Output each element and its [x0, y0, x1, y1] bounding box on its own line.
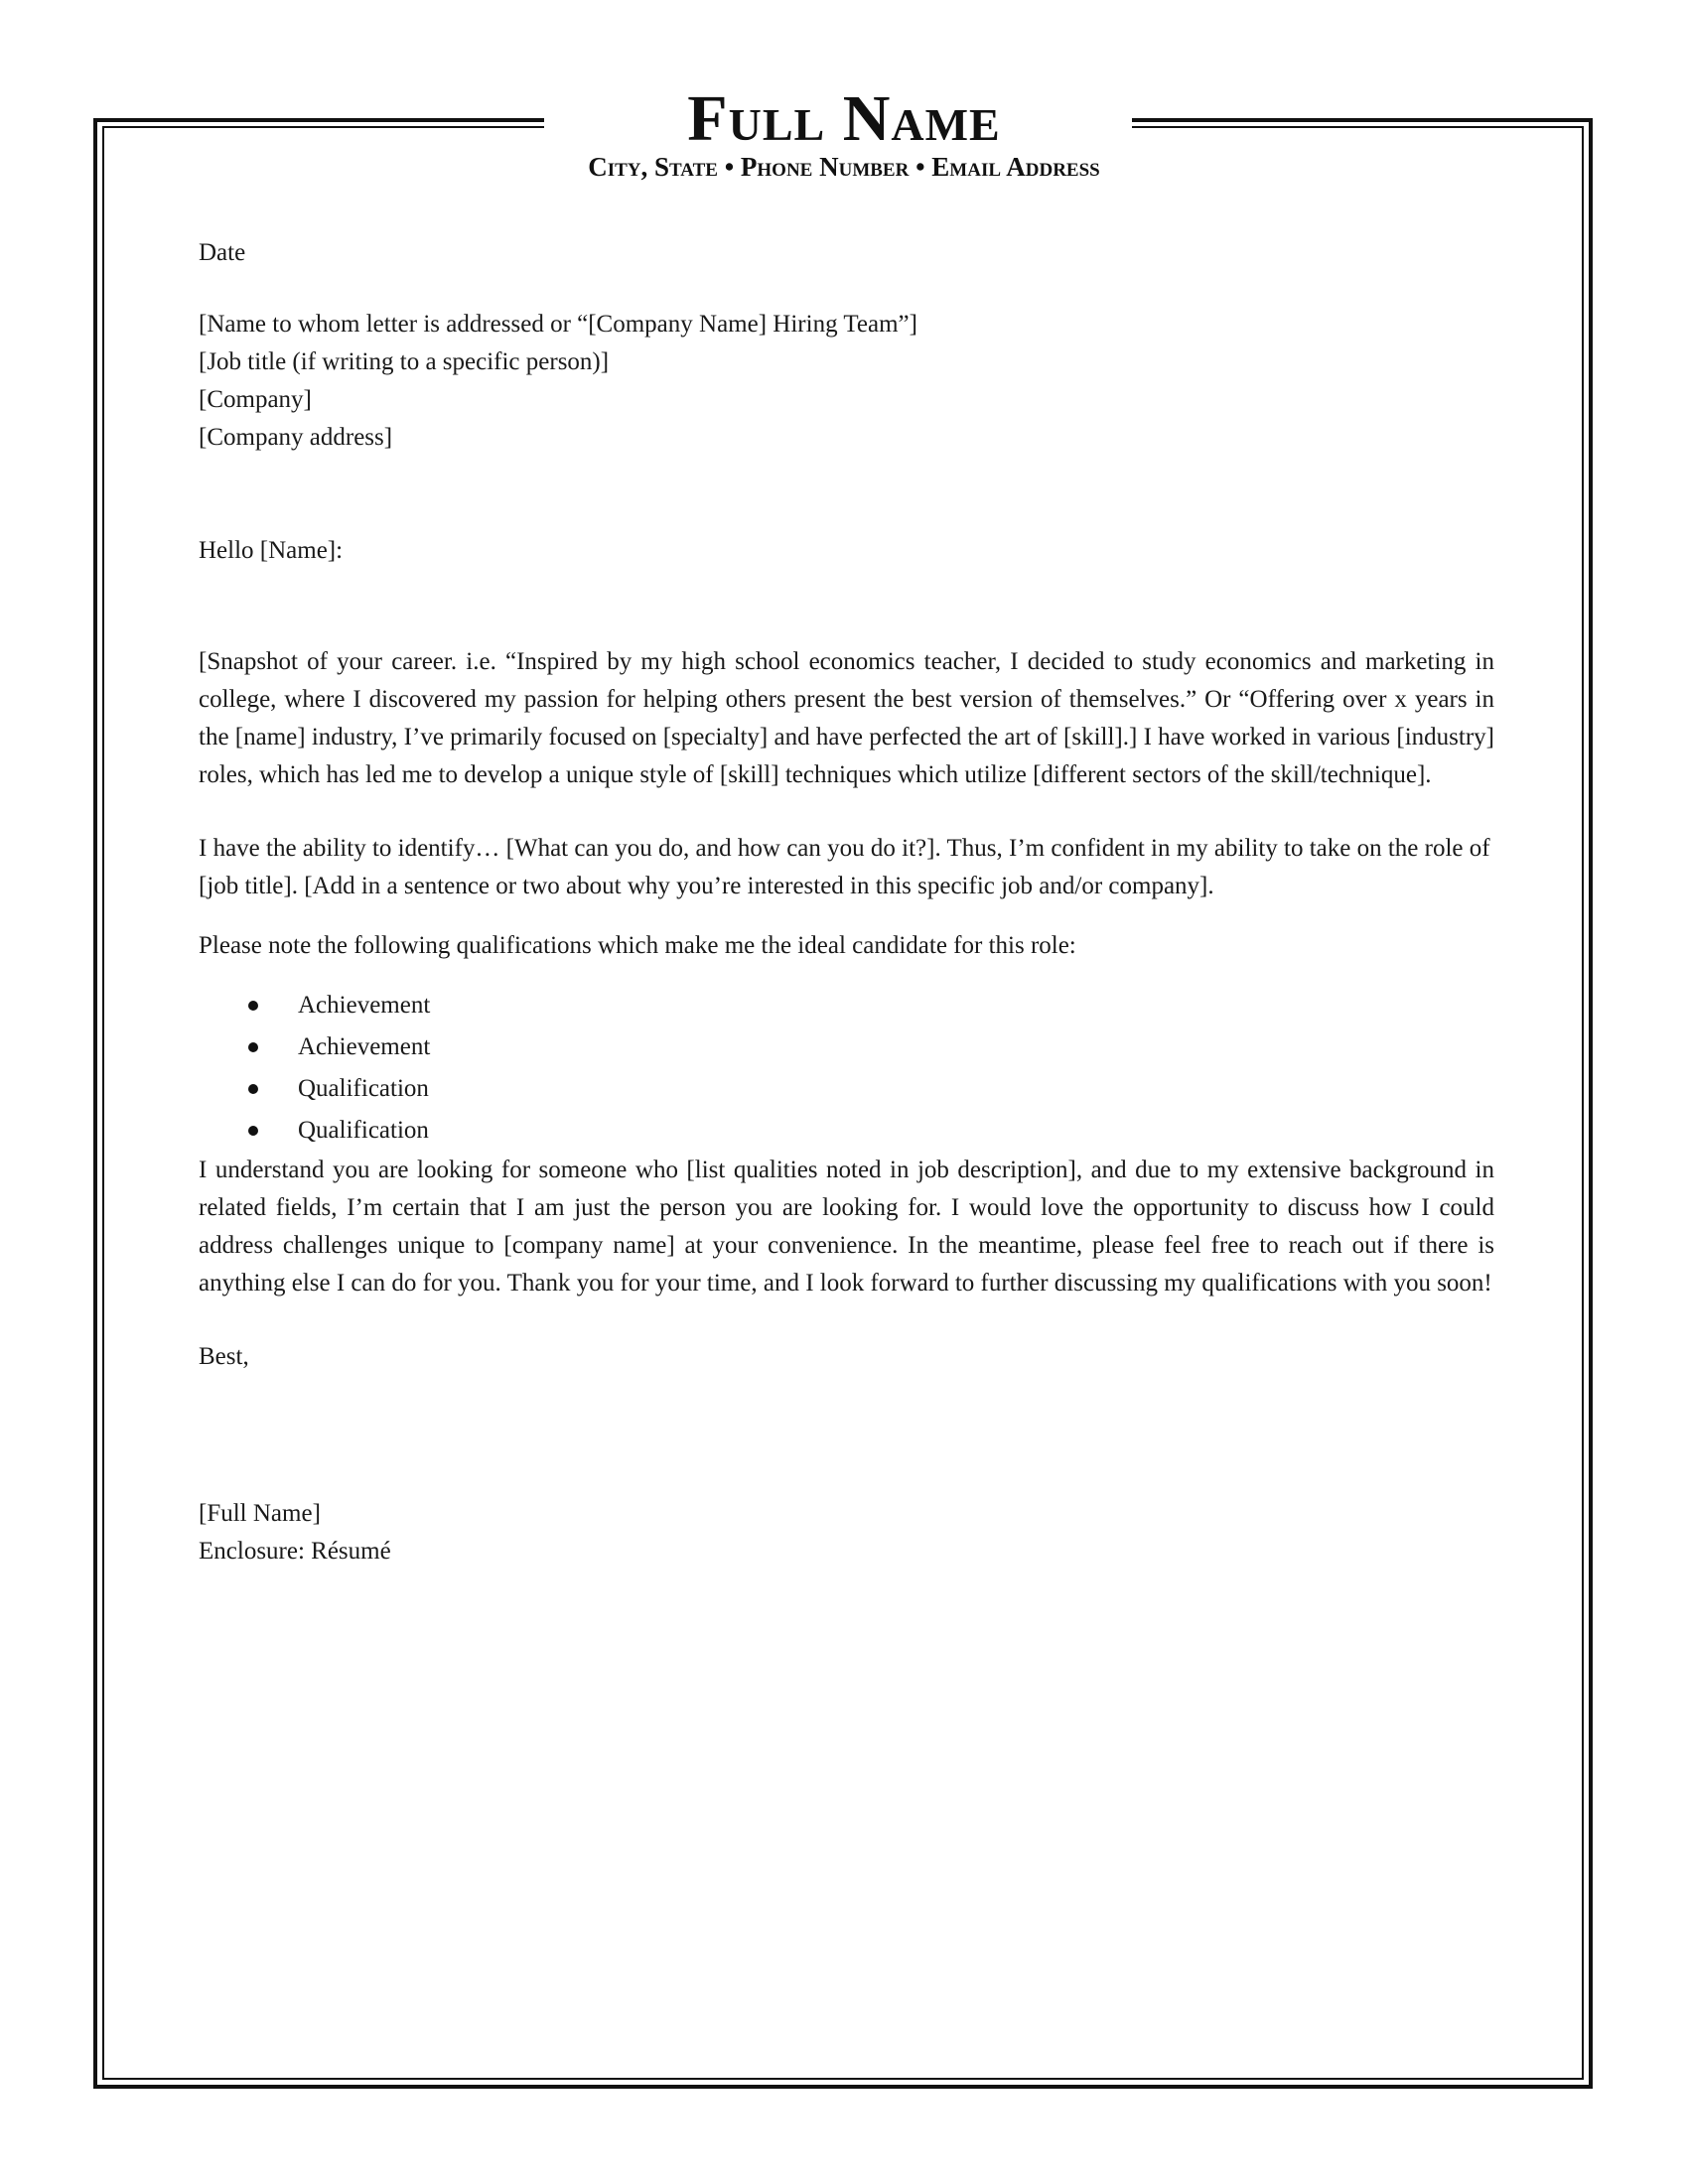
list-item-text: Qualification: [298, 1117, 429, 1144]
greeting: Hello [Name]:: [199, 537, 344, 564]
list-item-text: Achievement: [298, 1033, 431, 1060]
recipient-line: [Company address]: [199, 424, 393, 451]
letter-body: [199, 234, 1494, 1570]
list-item: [199, 1110, 1494, 1152]
applicant-contact-line: City, State • Phone Number • Email Address: [588, 152, 1100, 182]
bullet-icon: [248, 1084, 258, 1094]
list-item: [199, 1026, 1494, 1068]
list-item-text: Achievement: [298, 992, 431, 1019]
recipient-line: [Name to whom letter is addressed or “[Company Name] Hiring Team”]: [199, 311, 917, 338]
signature-name: [Full Name]: [199, 1500, 321, 1527]
qualifications-intro: Please note the following qualifications which make me the ideal candidate for this role:: [199, 932, 1076, 959]
paragraph-career-snapshot: [Snapshot of your career. i.e. “Inspired by my high school economics teacher, I decided to study economics and marketing in college, where I discovered my passion for helping others present the best version of themselves.” Or “Offering over x years in the [name] industry, I’ve primarily focused on [specialty] and have perfected the art of [skill].] I have worked in various [industry] roles, which has led me to develop a unique style of [skill] techniques which utilize [different sectors of the skill/technique].: [199, 648, 1494, 788]
paragraph-closing: I understand you are looking for someone who [list qualities noted in job description], and due to my extensive background in related fields, I’m certain that I am just the person you are looking for. I would love the opportunity to discuss how I could address challenges unique to [company name] at your convenience. In the meantime, please feel free to reach out if there is anything else I can do for you. Thank you for your time, and I look forward to further discussing my qualifications with you soon!: [199, 1157, 1494, 1297]
bullet-icon: [248, 1126, 258, 1136]
recipient-line: [Company]: [199, 386, 312, 413]
letter-date: Date: [199, 239, 246, 266]
list-item: [199, 985, 1494, 1026]
qualifications-list: [199, 985, 1494, 1152]
bullet-icon: [248, 1001, 258, 1011]
list-item: [199, 1068, 1494, 1110]
list-item-text: Qualification: [298, 1075, 429, 1102]
bullet-icon: [248, 1042, 258, 1052]
recipient-line: [Job title (if writing to a specific person)]: [199, 348, 610, 375]
enclosure-note: Enclosure: Résumé: [199, 1538, 391, 1565]
closing-salutation: Best,: [199, 1343, 249, 1370]
applicant-name: Full Name: [687, 82, 1001, 155]
paragraph-abilities: I have the ability to identify… [What can you do, and how can you do it?]. Thus, I’m confident in my ability to take on the role of [job title]. [Add in a sentence or two about why you’re interested in this specific job and/or company].: [199, 835, 1490, 899]
